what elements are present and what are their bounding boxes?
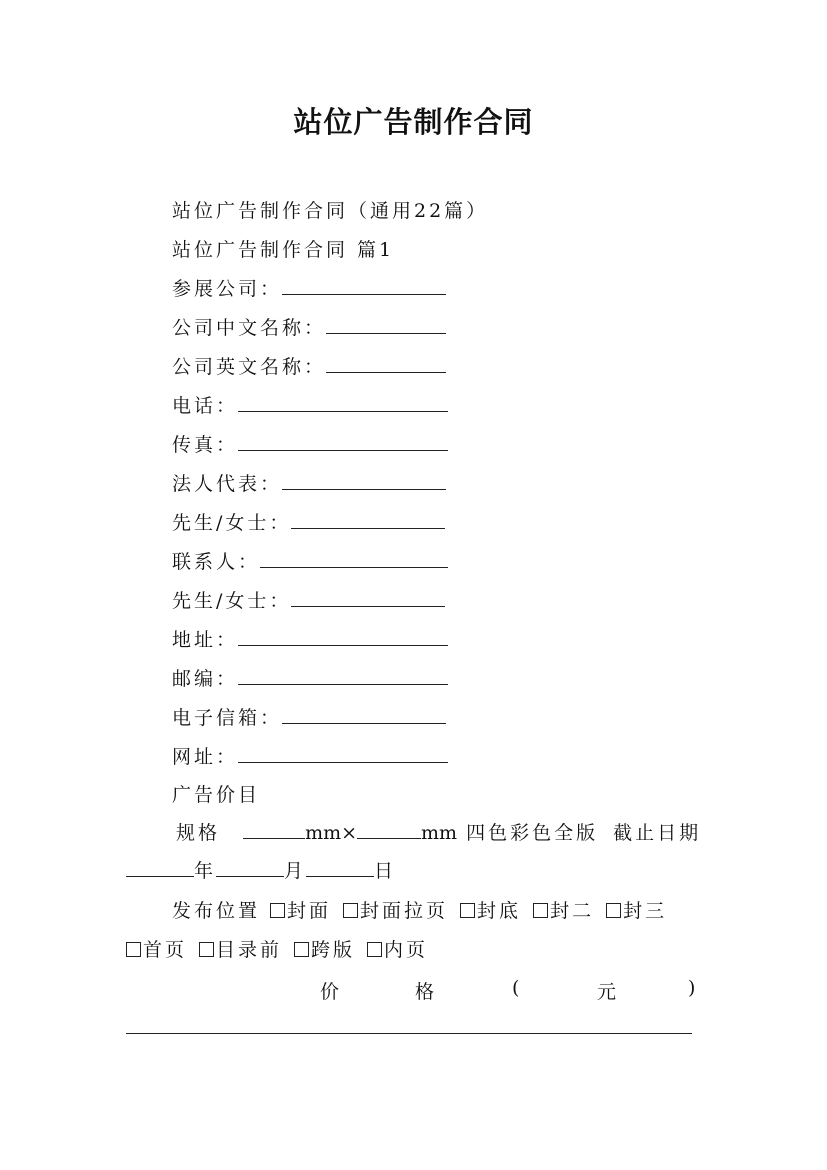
- spec-height-blank[interactable]: [357, 820, 421, 839]
- field-label: 联系人：: [172, 551, 261, 573]
- field-blank[interactable]: [238, 393, 448, 412]
- field-blank[interactable]: [260, 549, 448, 568]
- field-blank[interactable]: [282, 471, 446, 490]
- field-label: 地址：: [172, 629, 239, 651]
- form-field: [172, 276, 446, 302]
- form-field: [172, 393, 448, 419]
- field-label: 法人代表：: [172, 473, 283, 495]
- field-label: 传真：: [172, 434, 239, 456]
- checkbox-icon[interactable]: [199, 942, 214, 957]
- field-label: 先生/女士：: [172, 512, 292, 534]
- publish-option-label: 跨版: [311, 939, 356, 961]
- field-label: 电话：: [172, 395, 239, 417]
- publish-option[interactable]: [126, 939, 187, 961]
- document-subtitle: 站位广告制作合同（通用22篇）: [172, 200, 489, 222]
- field-blank[interactable]: [282, 276, 446, 295]
- field-label: 公司中文名称：: [172, 317, 327, 339]
- checkbox-icon[interactable]: [367, 942, 382, 957]
- publish-option-label: 内页: [384, 939, 429, 961]
- publish-option[interactable]: [367, 939, 428, 961]
- checkbox-icon[interactable]: [126, 942, 141, 957]
- form-field: [172, 510, 445, 536]
- field-blank[interactable]: [238, 744, 448, 763]
- publish-option-label: 封三: [623, 900, 668, 922]
- publish-option-label: 首页: [143, 939, 188, 961]
- form-field: [172, 354, 446, 380]
- spec-unit1: mm×: [305, 822, 358, 844]
- publish-option[interactable]: [294, 939, 355, 961]
- publish-option[interactable]: [460, 900, 521, 922]
- ad-price-heading: 广告价目: [172, 784, 261, 806]
- publish-option-label: 封面拉页: [360, 900, 449, 922]
- form-field: [172, 705, 446, 731]
- field-label: 先生/女士：: [172, 590, 292, 612]
- spec-label: 规格: [176, 822, 221, 844]
- price-heading-char: (: [512, 977, 520, 999]
- field-blank[interactable]: [326, 315, 446, 334]
- deadline-date-line: [126, 858, 396, 884]
- form-field: [172, 627, 448, 653]
- publish-label: 发布位置: [172, 900, 261, 922]
- field-blank[interactable]: [238, 432, 448, 451]
- form-field: [172, 588, 445, 614]
- spec-unit2: mm: [421, 822, 458, 844]
- form-field: [172, 471, 446, 497]
- checkbox-icon[interactable]: [460, 903, 475, 918]
- spec-line: [176, 820, 701, 846]
- day-blank[interactable]: [306, 858, 374, 877]
- publish-option[interactable]: [533, 900, 594, 922]
- form-field: [172, 666, 448, 692]
- field-label: 参展公司：: [172, 278, 283, 300]
- checkbox-icon[interactable]: [343, 903, 358, 918]
- document-title: 站位广告制作合同: [293, 105, 534, 139]
- field-blank[interactable]: [238, 627, 448, 646]
- price-blank-line[interactable]: [126, 1033, 692, 1034]
- publish-option[interactable]: [199, 939, 282, 961]
- publish-option-label: 封底: [477, 900, 522, 922]
- field-blank[interactable]: [282, 705, 446, 724]
- checkbox-icon[interactable]: [533, 903, 548, 918]
- field-blank[interactable]: [291, 588, 445, 607]
- form-field: [172, 549, 448, 575]
- price-heading-char: ): [688, 977, 696, 999]
- year-blank[interactable]: [126, 858, 194, 877]
- publish-option[interactable]: [606, 900, 667, 922]
- field-blank[interactable]: [238, 666, 448, 685]
- year-label: 年: [194, 860, 217, 882]
- price-heading-char: 格: [415, 981, 435, 1003]
- spec-width-blank[interactable]: [243, 820, 305, 839]
- spec-deadline: 截止日期: [613, 822, 702, 844]
- publish-row-1: [172, 898, 679, 924]
- field-blank[interactable]: [326, 354, 446, 373]
- publish-option-label: 封二: [550, 900, 595, 922]
- field-blank[interactable]: [291, 510, 445, 529]
- form-field: [172, 744, 448, 770]
- checkbox-icon[interactable]: [294, 942, 309, 957]
- checkbox-icon[interactable]: [606, 903, 621, 918]
- price-heading-char: 元: [597, 981, 617, 1003]
- publish-option-label: 目录前: [216, 939, 283, 961]
- checkbox-icon[interactable]: [270, 903, 285, 918]
- publish-row-2: [126, 937, 440, 963]
- form-field: [172, 432, 448, 458]
- price-heading-char: 价: [320, 981, 340, 1003]
- field-label: 电子信箱：: [172, 707, 283, 729]
- publish-option-label: 封面: [287, 900, 332, 922]
- form-field: [172, 315, 446, 341]
- spec-color: 四色彩色全版: [466, 822, 599, 844]
- section-heading: 站位广告制作合同 篇1: [172, 239, 395, 261]
- month-label: 月: [284, 860, 307, 882]
- field-label: 公司英文名称：: [172, 356, 327, 378]
- publish-option[interactable]: [343, 900, 448, 922]
- publish-option[interactable]: [270, 900, 331, 922]
- day-label: 日: [374, 860, 397, 882]
- field-label: 邮编：: [172, 668, 239, 690]
- month-blank[interactable]: [216, 858, 284, 877]
- field-label: 网址：: [172, 746, 239, 768]
